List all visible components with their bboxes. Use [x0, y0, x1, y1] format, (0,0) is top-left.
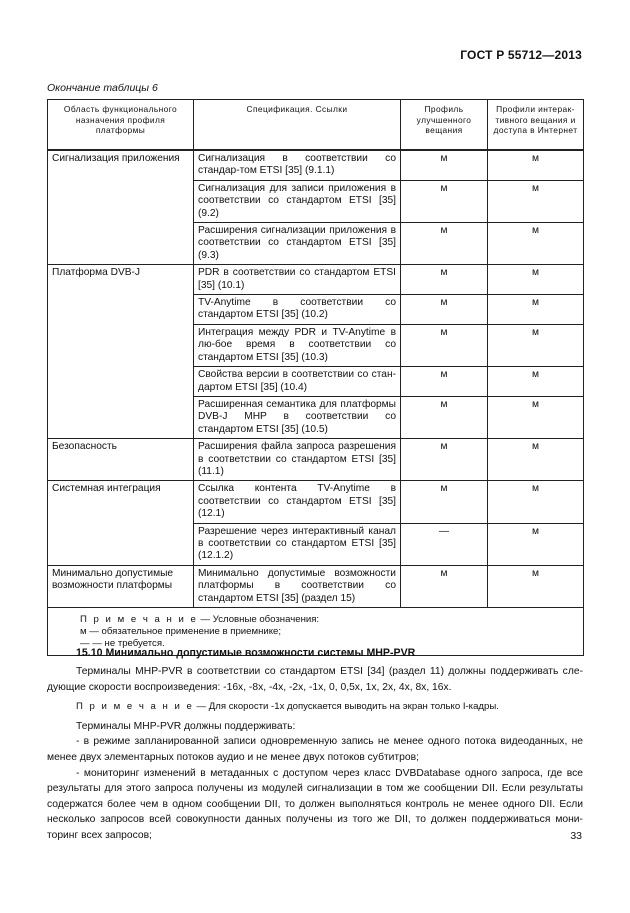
- table-row: [48, 481, 584, 523]
- spec-cell: Минимально допустимые возможности платформы в соответствии со стандартом ETSI [35] (раздел 15): [194, 565, 401, 607]
- spec-cell: Расширенная семантика для платформы DVB-J MHP в соответствии со стандартом ETSI [35] (10.5): [194, 396, 401, 438]
- profile-enhanced-cell: м: [401, 265, 488, 295]
- spec-cell: Расширения сигнализации приложения в соответствии со стандартом ETSI [35] (9.3): [194, 223, 401, 265]
- profile-enhanced-cell: м: [401, 439, 488, 481]
- note-line-not-required: — — не требуется.: [80, 638, 165, 650]
- profile-enhanced-cell: м: [401, 367, 488, 397]
- profile-enhanced-cell: м: [401, 223, 488, 265]
- profile-enhanced-cell: м: [401, 324, 488, 366]
- spec-cell: Разрешение через интерактивный канал в соответствии со стандартом ETSI [35] (12.1.2): [194, 523, 401, 565]
- profile-interactive-cell: м: [488, 367, 584, 397]
- profile-enhanced-cell: —: [401, 523, 488, 565]
- profile-interactive-cell: м: [488, 396, 584, 438]
- spec-cell: PDR в соответствии со стандартом ETSI [35] (10.1): [194, 265, 401, 295]
- spec-cell: TV-Anytime в соответствии со стандартом ETSI [35] (10.2): [194, 295, 401, 325]
- header-profile-enhanced: Профиль улучшенного вещания: [401, 100, 488, 151]
- spec-cell: Ссылка контента TV-Anytime в соответствии со стандартом ETSI [35] (12.1): [194, 481, 401, 523]
- profile-interactive-cell: м: [488, 223, 584, 265]
- spec-cell: Свойства версии в соответствии со стан-дартом ETSI [35] (10.4): [194, 367, 401, 397]
- profile-interactive-cell: м: [488, 180, 584, 222]
- spec-cell: Интеграция между PDR и TV-Anytime в лю-бое время в соответствии со стандартом ETSI [35] (10.3): [194, 324, 401, 366]
- section-body: [47, 664, 583, 844]
- table-row: [48, 439, 584, 481]
- paragraph-support: Терминалы MHP-PVR должны поддерживать:: [76, 720, 296, 732]
- bullet-recording: - в режиме запланированной записи одновременную запись не менее одного потока видеоданных, не менее двух элементарных потоков аудио и не менее двух потоков субтитров;: [47, 736, 583, 763]
- profile-enhanced-cell: м: [401, 295, 488, 325]
- specification-table: [47, 99, 584, 656]
- note-label: П р и м е ч а н и е: [80, 614, 198, 625]
- profile-enhanced-cell: м: [401, 565, 488, 607]
- header-area: Область функционального назначения профиля платформы: [48, 100, 194, 151]
- paragraph-speeds: Терминалы MHP-PVR в соответствии со стандартом ETSI [34] (раздел 11) должны поддерживать сле-дующие скорости воспроизведения: -16x, -8x, -4x, -2x, -1x, 0, 0,5x, 1x, 2x, 4x, 8x, 16x.: [47, 666, 583, 693]
- speed-note-label: П р и м е ч а н и е: [76, 701, 194, 713]
- profile-interactive-cell: м: [488, 439, 584, 481]
- area-cell: Системная интеграция: [48, 481, 194, 565]
- profile-enhanced-cell: м: [401, 481, 488, 523]
- profile-interactive-cell: м: [488, 150, 584, 180]
- profile-interactive-cell: м: [488, 481, 584, 523]
- profile-interactive-cell: м: [488, 324, 584, 366]
- section-heading: 15.10 Минимально допустимые возможности системы MHP-PVR: [76, 647, 416, 659]
- area-cell: Безопасность: [48, 439, 194, 481]
- page-number: 33: [570, 830, 582, 842]
- area-cell: Сигнализация приложения: [48, 150, 194, 265]
- profile-enhanced-cell: м: [401, 180, 488, 222]
- table-row: [48, 565, 584, 607]
- profile-interactive-cell: м: [488, 295, 584, 325]
- header-profile-interactive: Профили интерак-тивного вещания и доступа в Интернет: [488, 100, 584, 151]
- bullet-monitoring: - мониторинг изменений в метаданных с доступом через класс DVBDatabase одного запроса, где все результаты для этого запроса получены из модулей сигнализации в том же сообщении DII. Если результаты содержатся более чем в одном сообщении DII, то должен выполняться контроль не менее одного DII. Если несколько запросов всей совокупности данных получены из того же DII, то должен поддерживаться мони-торинг всех запросов;: [47, 767, 583, 841]
- spec-cell: Сигнализация в соответствии со стандар-том ETSI [35] (9.1.1): [194, 150, 401, 180]
- document-code: ГОСТ Р 55712—2013: [460, 48, 582, 62]
- speed-note: [47, 699, 583, 715]
- table-header-row: [48, 100, 584, 151]
- spec-cell: Расширения файла запроса разрешения в соответствии со стандартом ETSI [35] (11.1): [194, 439, 401, 481]
- table-caption: Окончание таблицы 6: [47, 82, 158, 94]
- table-row: [48, 150, 584, 180]
- profile-enhanced-cell: м: [401, 396, 488, 438]
- profile-enhanced-cell: м: [401, 150, 488, 180]
- area-cell: Минимально допустимые возможности платформы: [48, 565, 194, 607]
- header-spec: Спецификация. Ссылки: [194, 100, 401, 151]
- area-cell: Платформа DVB-J: [48, 265, 194, 439]
- profile-interactive-cell: м: [488, 265, 584, 295]
- table-row: [48, 265, 584, 295]
- note-intro: — Условные обозначения:: [197, 614, 320, 625]
- speed-note-text: — Для скорости -1x допускается выводить на экран только I-кадры.: [193, 701, 499, 713]
- profile-interactive-cell: м: [488, 565, 584, 607]
- spec-cell: Сигнализация для записи приложения в соответствии со стандартом ETSI [35] (9.2): [194, 180, 401, 222]
- profile-interactive-cell: м: [488, 523, 584, 565]
- note-line-mandatory: м — обязательное применение в приемнике;: [80, 626, 282, 638]
